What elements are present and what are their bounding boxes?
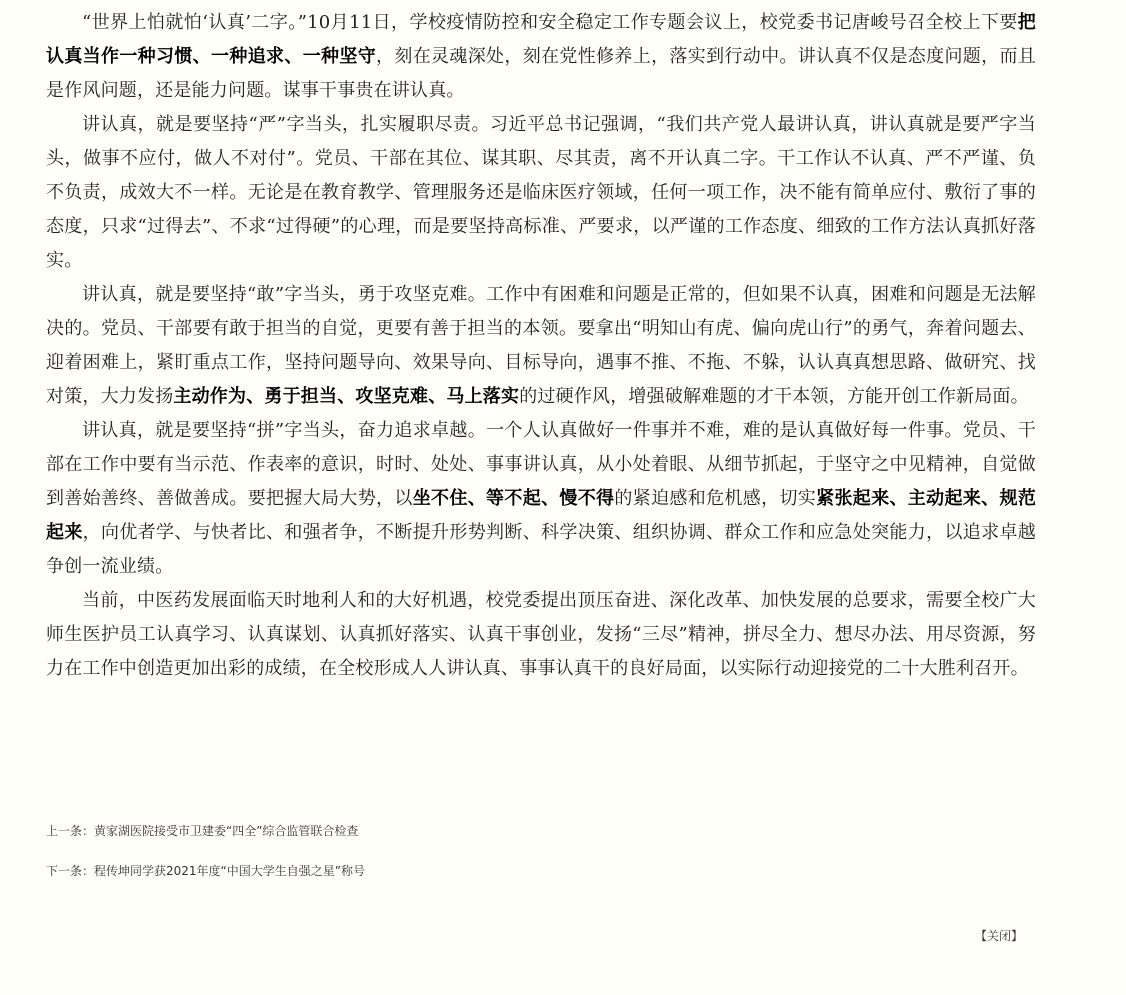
article-paragraph	[46, 6, 1036, 108]
paragraph-text: 的紧迫感和危机感，切实	[614, 488, 817, 509]
paragraph-text: ，刻在灵魂深处，刻在党性修养上，落实到行动中。讲认真不仅是态度问题，而且是作风问题，还是能力问题。谋事干事贵在讲认真。	[46, 46, 1036, 101]
article-paragraph	[46, 278, 1036, 414]
prev-article-link[interactable]: 上一条：黄家湖医院接受市卫建委“四全”综合监管联合检查	[46, 824, 359, 838]
paragraph-text: “世界上怕就怕‘认真’二字。”10月11日，学校疫情防控和安全稳定工作专题会议上，校党委书记唐峻号召全校上下要	[82, 12, 1018, 33]
paragraph-text: 当前，中医药发展面临天时地利人和的大好机遇，校党委提出顶压奋进、深化改革、加快发展的总要求，需要全校广大师生医护员工认真学习、认真谋划、认真抓好落实、认真干事创业，发扬“三尽”精神，拼尽全力、想尽办法、用尽资源，努力在工作中创造更加出彩的成绩，在全校形成人人讲认真、事事认真干的良好局面，以实际行动迎接党的二十大胜利召开。	[46, 590, 1036, 679]
paragraph-text: 讲认真，就是要坚持“拼”字当头，奋力追求卓越。一个人认真做好一件事并不难，难的是认真做好每一件事。党员、干部在工作中要有当示范、作表率的意识，时时、处处、事事讲认真，从小处着眼、从细节抓起，于坚守之中见精神，自觉做到善始善终、善做善成。要把握大局大势，以	[46, 420, 1036, 509]
paragraph-text: 讲认真，就是要坚持“严”字当头，扎实履职尽责。习近平总书记强调，“我们共产党人最讲认真，讲认真就是要严字当头，做事不应付，做人不对付”。党员、干部在其位、谋其职、尽其责，离不开认真二字。干工作认不认真、严不严谨、负不负责，成效大不一样。无论是在教育教学、管理服务还是临床医疗领域，任何一项工作，决不能有简单应付、敷衍了事的态度，只求“过得去”、不求“过得硬”的心理，而是要坚持高标准、严要求，以严谨的工作态度、细致的工作方法认真抓好落实。	[46, 114, 1036, 271]
article-paragraph	[46, 108, 1036, 278]
article-paragraph	[46, 584, 1036, 686]
paragraph-text: ，向优者学、与快者比、和强者争，不断提升形势判断、科学决策、组织协调、群众工作和应急处突能力，以追求卓越争创一流业绩。	[46, 522, 1036, 577]
article-paragraph	[46, 414, 1036, 584]
next-article-link[interactable]: 下一条：程传坤同学获2021年度“中国大学生自强之星”称号	[46, 864, 365, 878]
emphasis-text: 主动作为、勇于担当、攻坚克难、马上落实	[173, 386, 520, 407]
emphasis-text: 紧张起来、主动起来、规范起来	[46, 488, 1037, 543]
emphasis-text: 坐不住、等不起、慢不得	[412, 488, 615, 509]
paragraph-text: 的过硬作风，增强破解难题的才干本领，方能开创工作新局面。	[519, 386, 1029, 407]
emphasis-text: 把认真当作一种习惯、一种追求、一种坚守	[46, 12, 1036, 67]
article-body	[46, 6, 1036, 686]
paragraph-text: 讲认真，就是要坚持“敢”字当头，勇于攻坚克难。工作中有困难和问题是正常的，但如果不认真，困难和问题是无法解决的。党员、干部要有敢于担当的自觉，更要有善于担当的本领。要拿出“明知山有虎、偏向虎山行”的勇气，奔着问题去、迎着困难上，紧盯重点工作，坚持问题导向、效果导向、目标导向，遇事不推、不拖、不躲，认认真真想思路、做研究、找对策，大力发扬	[46, 284, 1036, 407]
close-button[interactable]: 【关闭】	[975, 929, 1024, 943]
